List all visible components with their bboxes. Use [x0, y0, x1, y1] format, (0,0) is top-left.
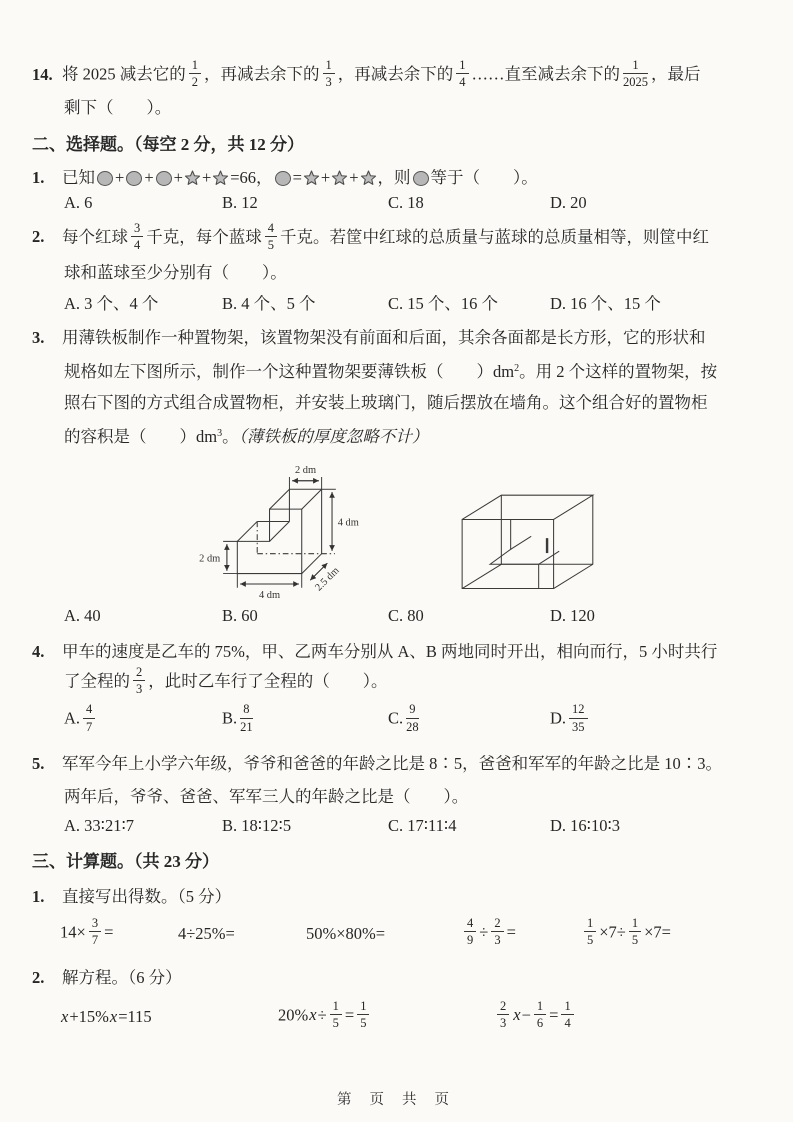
circle-icon [275, 171, 291, 186]
section-choice-heading: 二、选择题。（每空 2 分，共 12 分） [32, 134, 304, 154]
text: ÷ [317, 1005, 327, 1025]
text: ，此时乙车行了全程的（ ）。 [148, 671, 388, 691]
text: 直接写出得数。（5 分） [62, 887, 232, 906]
fraction-denominator: 2 [191, 75, 198, 90]
fraction-numerator: 2 [491, 916, 503, 932]
text: + [201, 167, 212, 187]
question-3-options [32, 606, 759, 626]
text: + [173, 167, 183, 187]
text: ，则 [377, 167, 411, 187]
fraction [357, 999, 369, 1031]
question-5-options [32, 816, 759, 836]
equation-1 [60, 1007, 278, 1027]
equation-2 [278, 998, 494, 1033]
question-number: 5. [32, 754, 45, 773]
circle-icon [156, 171, 172, 186]
fraction-denominator: 4 [459, 75, 466, 90]
text: A. [64, 708, 81, 728]
question-2-line-2 [32, 259, 759, 286]
shelf-unit-figure [184, 458, 374, 602]
question-number: 3. [32, 327, 45, 347]
text: C. 80 [388, 605, 424, 625]
fraction [497, 999, 509, 1031]
fraction [240, 702, 253, 734]
text: A. 40 [64, 605, 101, 625]
fraction [629, 916, 641, 948]
fraction-numerator: 1 [323, 58, 335, 74]
question-14-line-1 [32, 60, 759, 92]
question-number: 2. [32, 967, 45, 987]
fraction [265, 221, 277, 253]
fraction-denominator: 3 [325, 75, 332, 90]
fraction-denominator: 35 [572, 719, 585, 734]
text: ÷ [479, 922, 489, 942]
q5-option-a [64, 816, 222, 836]
text: = [344, 1005, 355, 1025]
text: 剩下（ ）。 [64, 97, 172, 117]
text: 照右下图的方式组合成置物柜，并安装上玻璃门，随后摆放在墙角。这个组合好的置物柜 [64, 392, 708, 412]
cabinet-figure [450, 484, 618, 596]
fraction-numerator: 1 [330, 999, 342, 1015]
question-5-line-2 [32, 783, 759, 810]
fraction-numerator: 1 [357, 999, 369, 1015]
fraction [83, 702, 95, 734]
text: C. [388, 708, 404, 728]
text: C. 17∶11∶4 [388, 816, 457, 835]
fraction [464, 916, 476, 948]
q1-option-d [550, 193, 759, 213]
text: 军军今年上小学六年级，爷爷和爸爸的年龄之比是 8∶5，爸爸和军军的年龄之比是 10∶3。 [62, 754, 722, 773]
fraction-denominator: 4 [134, 238, 141, 253]
step-solid-outline [237, 489, 335, 573]
q1-option-c [388, 193, 550, 213]
page-footer: 第 页 共 页 [336, 1092, 457, 1108]
text: A. 3 个、4 个 [64, 293, 159, 313]
fraction-numerator: 4 [83, 702, 95, 718]
text: 4÷25%= [178, 923, 235, 943]
fraction [89, 916, 101, 948]
text: 。用 2 个这样的置物架，按 [519, 361, 718, 381]
text: = [292, 167, 302, 187]
text: + [144, 167, 154, 187]
q1-option-a [64, 193, 222, 213]
fraction-numerator: 1 [456, 58, 468, 74]
text: 用薄铁板制作一种置物架，该置物架没有前面和后面，其余各面都是长方形，它的形状和 [62, 327, 706, 347]
star-icon [212, 170, 229, 186]
fraction-numerator: 1 [584, 916, 596, 932]
fraction-numerator: 1 [623, 58, 648, 74]
q4-option-d [550, 704, 759, 736]
text: B. 18∶12∶5 [222, 816, 292, 835]
q5-option-d [550, 816, 759, 836]
superscript: 3 [217, 427, 223, 439]
text: = [549, 1005, 559, 1025]
text: 已知 [62, 167, 95, 187]
fraction-denominator: 28 [406, 719, 419, 734]
star-icon [331, 170, 348, 186]
text: + [115, 167, 125, 187]
fraction-numerator: 1 [189, 58, 201, 74]
circle-icon [413, 171, 429, 186]
text: ，再减去余下的 [204, 64, 320, 84]
fraction [561, 999, 573, 1031]
fraction-numerator: 2 [133, 665, 145, 681]
fraction-denominator: 7 [86, 719, 93, 734]
text: ，最后 [651, 64, 701, 84]
circle-icon [126, 171, 142, 186]
text: 甲车的速度是乙车的 75%，甲、乙两车分别从 A、B 两地同时开出，相向而行，5 小时共行 [62, 641, 718, 661]
q3-option-b [222, 606, 388, 626]
text: C. 15 个、16 个 [388, 293, 499, 313]
question-2-options [32, 290, 759, 314]
dim-label-bottom: 4 dm [258, 589, 281, 601]
question-3-line-2 [32, 355, 759, 385]
fraction [456, 58, 468, 90]
fraction [623, 58, 648, 90]
fraction [406, 702, 419, 734]
text: 的容积是（ ）dm [64, 426, 218, 446]
fraction-numerator: 1 [629, 916, 641, 932]
question-number: 4. [32, 641, 45, 661]
fraction-numerator: 4 [265, 221, 277, 237]
fraction-numerator: 1 [561, 999, 573, 1015]
text: A. 6 [64, 192, 93, 212]
question-number: 1. [32, 167, 45, 187]
calc-expression-5 [581, 918, 759, 950]
text: 。 [222, 426, 239, 446]
text: 规格如左下图所示，制作一个这种置物架要薄铁板（ ）dm [64, 361, 515, 381]
text: ，再减去余下的 [337, 64, 454, 84]
calc-expression-1 [60, 918, 178, 950]
question-3-line-3 [32, 389, 759, 416]
superscript: 2 [514, 362, 520, 374]
question-3-line-1 [32, 324, 759, 351]
dim-label-depth: 2.5 dm [313, 564, 342, 594]
question-3-line-4 [32, 420, 759, 450]
star-icon [360, 170, 377, 186]
text: D. [550, 708, 567, 728]
q2-option-c [388, 290, 550, 314]
text: D. 16∶10∶3 [550, 816, 621, 835]
text: ……直至减去余下的 [471, 64, 620, 84]
text: +15% [69, 1006, 109, 1026]
text: = [104, 922, 114, 942]
text: B. [222, 708, 238, 728]
dim-label-top: 2 dm [294, 464, 317, 476]
question-4-line-2 [32, 664, 759, 699]
text: ×7÷ [599, 922, 626, 942]
fraction-numerator: 12 [569, 702, 588, 718]
fraction [491, 916, 503, 948]
text: 20% [278, 1005, 309, 1025]
fraction-denominator: 3 [494, 933, 501, 948]
text: D. 120 [550, 605, 595, 625]
fraction-denominator: 3 [500, 1016, 507, 1031]
question-1-stem [32, 164, 759, 191]
dim-label-height: 4 dm [337, 516, 359, 528]
dim-label-left: 2 dm [199, 552, 221, 564]
fraction-numerator: 1 [534, 999, 546, 1015]
text: 解方程。（6 分） [62, 967, 182, 987]
equation-3 [494, 998, 759, 1033]
fraction-denominator: 7 [91, 933, 99, 948]
text: D. 20 [550, 192, 587, 212]
text: =66， [230, 167, 273, 187]
fraction-denominator: 21 [240, 719, 253, 734]
circle-icon [97, 171, 113, 186]
question-1-options [32, 193, 759, 213]
fraction-numerator: 2 [497, 999, 509, 1015]
q4-option-a [64, 704, 222, 736]
q2-option-b [222, 290, 388, 314]
text: B. 60 [222, 605, 258, 625]
fraction [189, 58, 201, 90]
fraction-denominator: 5 [587, 933, 594, 948]
text: 球和蓝球至少分别有（ ）。 [64, 262, 287, 282]
calc-direct-label [32, 883, 759, 910]
question-5-line-1 [32, 750, 759, 777]
fraction-denominator: 9 [467, 933, 474, 948]
question-4-options [32, 704, 759, 736]
text: B. 4 个、5 个 [222, 293, 316, 313]
fraction-numerator: 9 [406, 702, 419, 718]
q2-option-d [550, 290, 759, 314]
text: + [349, 167, 359, 187]
direct-calculation-row [32, 918, 759, 950]
fraction-denominator: 5 [631, 933, 639, 948]
q3-option-d [550, 606, 759, 626]
calc-expression-3 [306, 924, 461, 944]
fraction [584, 916, 596, 948]
equation-row [32, 998, 759, 1033]
fraction-denominator: 5 [332, 1016, 339, 1031]
text: ×7= [644, 922, 671, 942]
q2-option-a [64, 290, 222, 314]
text: =115 [118, 1006, 152, 1026]
question-number: 1. [32, 887, 45, 906]
text: 14× [60, 922, 86, 942]
cabinet-outline [462, 495, 593, 588]
text: 千克。若筐中红球的总质量与蓝球的总质量相等，则筐中红 [280, 227, 709, 247]
fraction [131, 221, 143, 253]
text: 等于（ ）。 [430, 167, 538, 187]
question-14-line-2 [32, 94, 759, 121]
text: C. 18 [388, 192, 424, 212]
note-text: （薄铁板的厚度忽略不计） [238, 426, 429, 446]
math-variable: x [109, 1006, 118, 1026]
question-4-line-1 [32, 638, 759, 665]
text: 了全程的 [64, 671, 130, 691]
fraction [569, 702, 588, 734]
fraction-denominator: 5 [360, 1016, 367, 1031]
question-number: 2. [32, 227, 45, 247]
math-variable: x [513, 1005, 521, 1025]
question-3-figures [32, 458, 759, 602]
q5-option-c [388, 816, 550, 836]
question-number: 14. [32, 64, 53, 84]
text: 每个红球 [62, 227, 128, 247]
fraction-denominator: 6 [536, 1016, 544, 1031]
text: B. 12 [222, 192, 258, 212]
star-icon [184, 170, 201, 186]
text: − [521, 1005, 531, 1025]
text: D. 16 个、15 个 [550, 293, 661, 313]
math-variable: x [61, 1006, 69, 1026]
star-icon [303, 170, 320, 186]
fraction [133, 665, 145, 697]
q4-option-b [222, 704, 388, 736]
q3-option-c [388, 606, 550, 626]
fraction-numerator: 8 [240, 702, 253, 718]
text: = [506, 922, 516, 942]
text: A. 33∶21∶7 [64, 816, 135, 835]
fraction-numerator: 4 [464, 916, 476, 932]
q4-option-c [388, 704, 550, 736]
fraction-denominator: 2025 [623, 75, 648, 90]
fraction [323, 58, 335, 90]
calc-expression-2 [178, 924, 306, 944]
calc-expression-4 [461, 918, 581, 950]
dimension-lines [223, 476, 336, 587]
question-2-line-1 [32, 220, 759, 255]
fraction [330, 999, 342, 1031]
q1-option-b [222, 193, 388, 213]
text: 千克，每个蓝球 [146, 227, 262, 247]
text: + [320, 167, 331, 187]
fraction-denominator: 5 [267, 238, 274, 253]
math-variable: x [309, 1005, 317, 1025]
solve-equation-label [32, 964, 759, 991]
q5-option-b [222, 816, 388, 836]
fraction-denominator: 4 [564, 1016, 571, 1031]
q3-option-a [64, 606, 222, 626]
fraction-denominator: 3 [136, 681, 143, 696]
section-calc-heading: 三、计算题。（共 23 分） [32, 852, 219, 871]
text: 50%×80%= [306, 923, 386, 943]
fraction [534, 999, 546, 1031]
fraction-numerator: 3 [131, 221, 143, 237]
fraction-numerator: 3 [89, 916, 101, 932]
text: 两年后，爷爷、爸爸、军军三人的年龄之比是（ ）。 [64, 787, 469, 806]
text: 将 2025 减去它的 [62, 64, 186, 84]
